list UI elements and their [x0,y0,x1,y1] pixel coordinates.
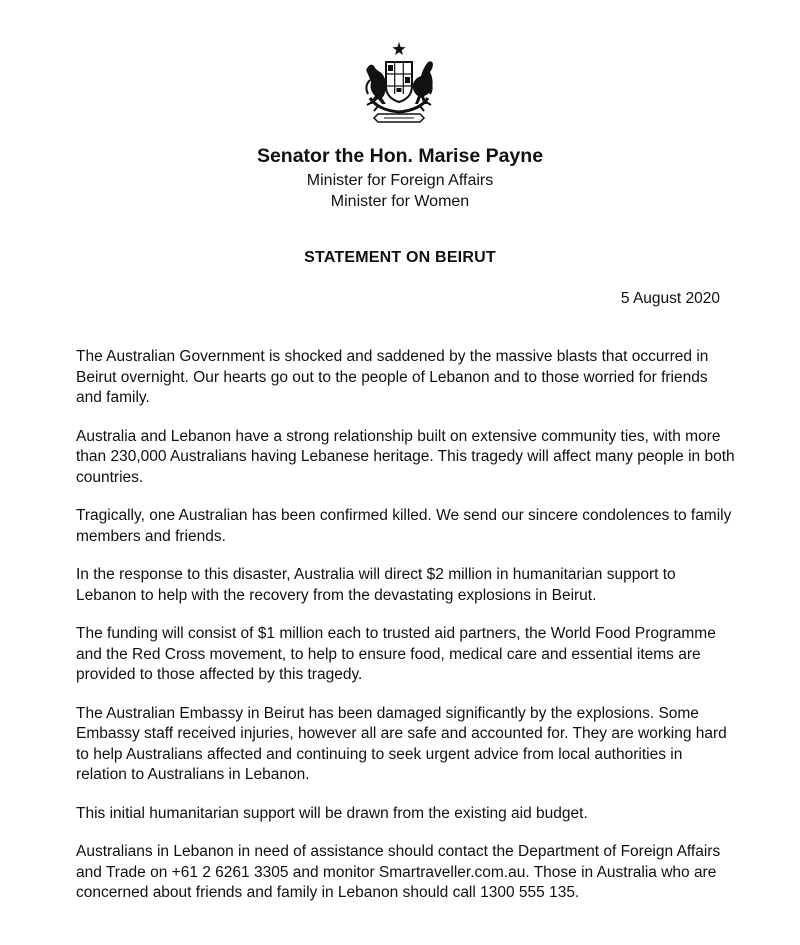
statement-date: 5 August 2020 [620,290,720,307]
body-paragraph: The Australian Embassy in Beirut has been damaged significantly by the explosions. Some Embassy staff received injuries, however all are safe and accounted for. They are working hard to help Australians affected and continuing to seek urgent advice from local authorities in relation to Australians in Lebanon. [76,704,727,783]
body-paragraph: The Australian Government is shocked and saddened by the massive blasts that occurred in Beirut overnight. Our hearts go out to the people of Lebanon and to those worried for friends and family. [76,348,709,406]
minister-name: Senator the Hon. Marise Payne [256,145,544,167]
minister-header [0,143,800,212]
body-paragraph: Australia and Lebanon have a strong relationship built on extensive community ties, with more than 230,000 Australians having Lebanese heritage. This tragedy will affect many people in both countries. [76,427,735,486]
body-paragraph: The funding will consist of $1 million each to trusted aid partners, the World Food Programme and the Red Cross movement, to help to ensure food, medical care and essential items are provided to those affected by this tragedy. [76,625,716,683]
body-paragraph: In the response to this disaster, Australia will direct $2 million in humanitarian support to Lebanon to help with the recovery from the devastating explosions in Beirut. [76,566,676,604]
statement-title: STATEMENT ON BEIRUT [304,249,496,266]
minister-role: Minister for Women [330,193,470,210]
body-paragraph: This initial humanitarian support will be drawn from the existing aid budget. [76,804,588,822]
australian-coat-of-arms-icon [348,40,450,126]
body-paragraph: Tragically, one Australian has been confirmed killed. We send our sincere condolences to family members and friends. [76,507,732,545]
body-paragraph: Australians in Lebanon in need of assistance should contact the Department of Foreign Affairs and Trade on +61 2 6261 3305 and monitor Smartraveller.com.au. Those in Australia who are concerned about friends and family in Lebanon should call 1300 555 135. [76,843,721,901]
minister-role: Minister for Foreign Affairs [306,172,494,189]
statement-body [76,347,736,922]
